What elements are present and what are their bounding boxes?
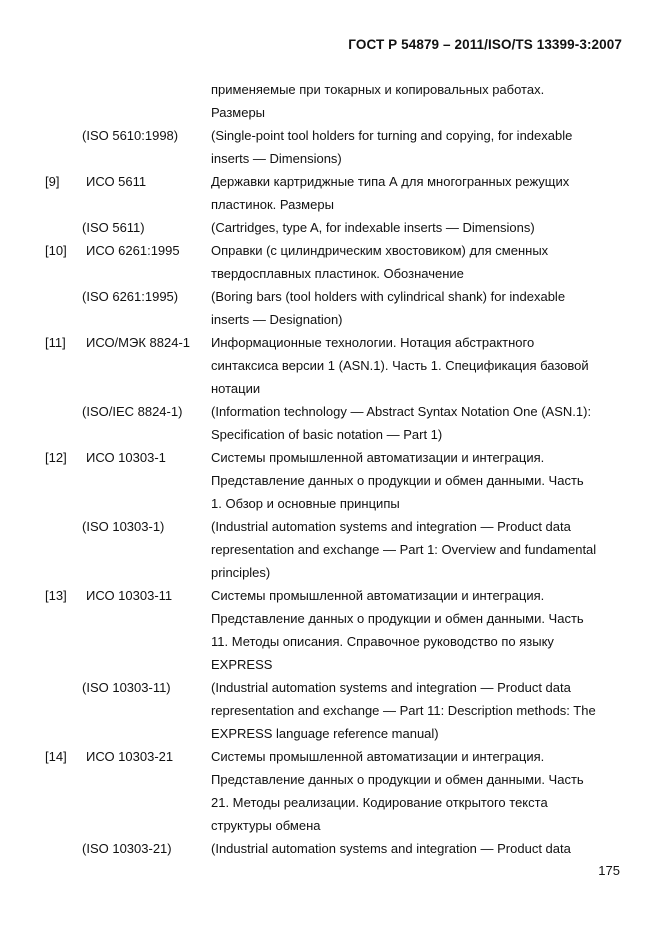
reference-entry (0, 285, 662, 331)
reference-title (211, 124, 616, 170)
reference-entry (0, 745, 662, 837)
standard-code: ИСО 10303-1 (86, 450, 166, 465)
reference-entry (0, 837, 662, 860)
title-line: (Boring bars (tool holders with cylindrical shank) for indexable (211, 289, 566, 304)
reference-title (211, 745, 616, 837)
title-line: твердосплавных пластинок. Обозначение (211, 266, 464, 281)
standard-code: (ISO 5610:1998) (82, 128, 179, 143)
reference-title (211, 446, 616, 515)
title-line: (Industrial automation systems and integration — Product data (211, 519, 571, 534)
reference-title (211, 78, 616, 124)
title-line: (Single-point tool holders for turning and copying, for indexable (211, 128, 573, 143)
title-line: структуры обмена (211, 818, 321, 833)
reference-entry (0, 124, 662, 170)
title-line: применяемые при токарных и копировальных работах. (211, 82, 545, 97)
reference-entry (0, 170, 662, 216)
title-line: Оправки (с цилиндрическим хвостовиком) для сменных (211, 243, 549, 258)
title-line: representation and exchange — Part 11: Description methods: The (211, 703, 596, 718)
reference-entry (0, 216, 662, 239)
title-line: Представление данных о продукции и обмен данными. Часть (211, 473, 584, 488)
title-line: inserts — Dimensions) (211, 151, 342, 166)
title-line: (Cartridges, type A, for indexable inserts — Dimensions) (211, 220, 535, 235)
reference-entry (0, 78, 662, 124)
reference-title (211, 170, 616, 216)
bibliography-list (0, 78, 662, 860)
title-line: Размеры (211, 105, 266, 120)
title-line: Представление данных о продукции и обмен данными. Часть (211, 772, 584, 787)
title-line: 1. Обзор и основные принципы (211, 496, 400, 511)
title-line: EXPRESS language reference manual) (211, 726, 439, 741)
reference-entry (0, 446, 662, 515)
reference-number: [10] (45, 243, 67, 258)
standard-code: (ISO 10303-1) (82, 519, 165, 534)
standard-code: ИСО 10303-11 (86, 588, 173, 603)
title-line: Системы промышленной автоматизации и интеграция. (211, 450, 545, 465)
reference-title (211, 837, 616, 860)
reference-title (211, 515, 616, 584)
title-line: Державки картриджные типа А для многогранных режущих (211, 174, 570, 189)
reference-title (211, 285, 616, 331)
title-line: Specification of basic notation — Part 1) (211, 427, 443, 442)
reference-title (211, 331, 616, 400)
document-header: ГОСТ Р 54879 – 2011/ISO/TS 13399-3:2007 (348, 37, 622, 52)
reference-number: [11] (45, 335, 66, 350)
reference-entry (0, 400, 662, 446)
title-line: Информационные технологии. Нотация абстрактного (211, 335, 535, 350)
reference-number: [9] (45, 174, 60, 189)
standard-code: ИСО 10303-21 (86, 749, 174, 764)
standard-code: (ISO 5611) (82, 220, 145, 235)
title-line: principles) (211, 565, 271, 580)
standard-code: (ISO 10303-21) (82, 841, 172, 856)
title-line: (Information technology — Abstract Syntax Notation One (ASN.1): (211, 404, 592, 419)
title-line: нотации (211, 381, 261, 396)
title-line: (Industrial automation systems and integration — Product data (211, 680, 571, 695)
reference-entry (0, 239, 662, 285)
reference-entry (0, 515, 662, 584)
title-line: representation and exchange — Part 1: Overview and fundamental (211, 542, 597, 557)
title-line: Представление данных о продукции и обмен данными. Часть (211, 611, 584, 626)
reference-entry (0, 676, 662, 745)
reference-title (211, 239, 616, 285)
title-line: 11. Методы описания. Справочное руководство по языку (211, 634, 554, 649)
title-line: 21. Методы реализации. Кодирование открытого текста (211, 795, 548, 810)
reference-entry (0, 331, 662, 400)
title-line: (Industrial automation systems and integration — Product data (211, 841, 571, 856)
reference-number: [13] (45, 588, 67, 603)
standard-code: ИСО/МЭК 8824-1 (86, 335, 191, 350)
standard-code: ИСО 6261:1995 (86, 243, 180, 258)
reference-number: [12] (45, 450, 67, 465)
title-line: inserts — Designation) (211, 312, 343, 327)
reference-entry (0, 584, 662, 676)
standard-code: (ISO 10303-11) (82, 680, 171, 695)
page-number: 175 (598, 863, 620, 878)
standard-code: (ISO 6261:1995) (82, 289, 179, 304)
reference-title (211, 676, 616, 745)
title-line: Системы промышленной автоматизации и интеграция. (211, 749, 545, 764)
title-line: Системы промышленной автоматизации и интеграция. (211, 588, 545, 603)
reference-title (211, 400, 616, 446)
standard-code: ИСО 5611 (86, 174, 147, 189)
standard-code: (ISO/IEC 8824-1) (82, 404, 183, 419)
title-line: EXPRESS (211, 657, 273, 672)
title-line: синтаксиса версии 1 (ASN.1). Часть 1. Спецификация базовой (211, 358, 589, 373)
reference-title (211, 216, 616, 239)
title-line: пластинок. Размеры (211, 197, 334, 212)
reference-number: [14] (45, 749, 67, 764)
reference-title (211, 584, 616, 676)
